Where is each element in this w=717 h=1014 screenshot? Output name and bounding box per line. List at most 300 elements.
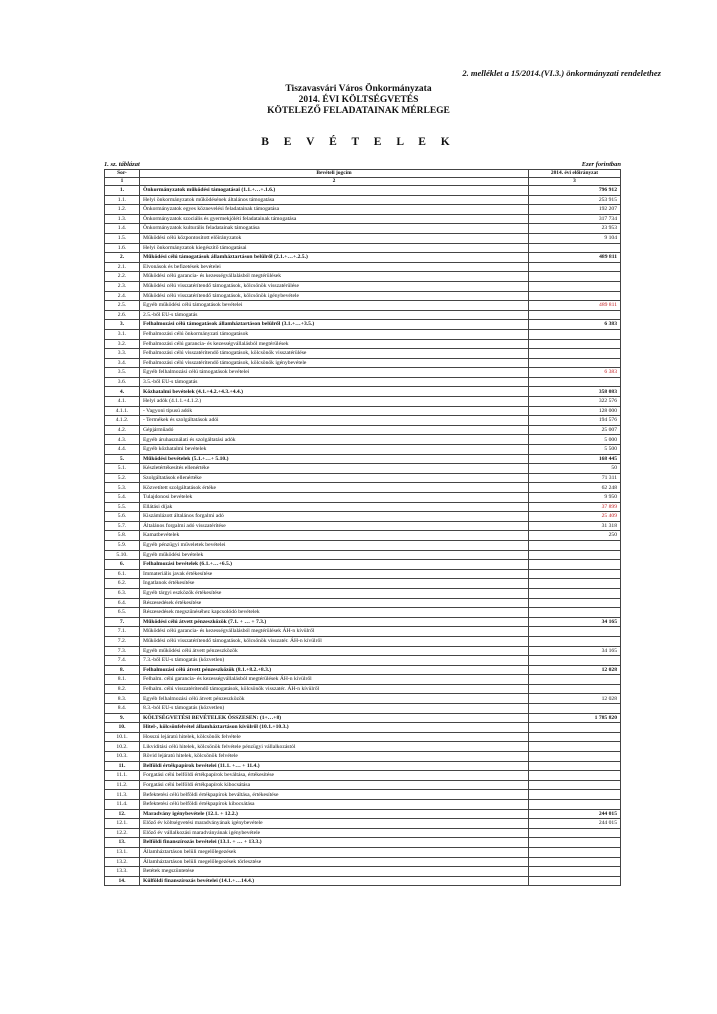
revenue-title-cell: Előző év költségvetési maradványának igénybevétele	[140, 819, 529, 829]
revenue-title-cell: Felhalmozási célú átvett pénzeszközök (8.1.+8.2.+8.3.)	[140, 665, 529, 675]
table-row	[105, 233, 621, 243]
table-row	[105, 732, 621, 742]
section-heading: B E V É T E L E K	[261, 136, 456, 148]
revenue-title-cell: Működési célú támogatások államháztartáson belülről (2.1.+…+.2.5.)	[140, 253, 529, 263]
amount-cell	[529, 329, 621, 339]
amount-cell	[529, 243, 621, 253]
row-number-cell: 10.2.	[105, 742, 140, 752]
amount-cell	[529, 838, 621, 848]
table-row	[105, 454, 621, 464]
row-number-cell: 8.2.	[105, 684, 140, 694]
table-row	[105, 301, 621, 311]
amount-cell	[529, 857, 621, 867]
row-number-cell: 3.1.	[105, 329, 140, 339]
header-revenue-title: Bevételi jogcím	[140, 170, 529, 178]
amount-cell: 244 015	[529, 809, 621, 819]
amount-cell: 6 383	[529, 368, 621, 378]
revenue-title-cell: Önkormányzatok kulturális feladatainak támogatása	[140, 224, 529, 234]
amount-cell	[529, 627, 621, 637]
amount-cell: 23 953	[529, 224, 621, 234]
amount-cell: 796 912	[529, 186, 621, 196]
revenue-title-cell: Felhalm. célú garancia- és kezességvállalásból megtérülések ÁH-n kívülről	[140, 675, 529, 685]
table-row	[105, 771, 621, 781]
table-row	[105, 742, 621, 752]
revenue-title-cell: Forgatási célú belföldi értékpapírok beváltása, értékesítése	[140, 771, 529, 781]
amount-cell: 192 207	[529, 205, 621, 215]
amount-cell	[529, 790, 621, 800]
row-number-cell: 6.2.	[105, 579, 140, 589]
revenue-title-cell: Államháztartáson belüli megelőlegezések törlesztése	[140, 857, 529, 867]
table-row	[105, 819, 621, 829]
row-number-cell: 6.3.	[105, 588, 140, 598]
title-budget-year: 2014. ÉVI KÖLTSÉGVETÉS	[298, 95, 419, 105]
table-row	[105, 214, 621, 224]
revenue-title-cell: KÖLTSÉGVETÉSI BEVÉTELEK ÖSSZESEN: (1+…+8)	[140, 713, 529, 723]
amount-cell: 12 028	[529, 694, 621, 704]
table-row	[105, 569, 621, 579]
revenue-title-cell: Szolgáltatások ellenértéke	[140, 473, 529, 483]
row-number-cell: 5.2.	[105, 473, 140, 483]
row-number-cell: 7.3.	[105, 646, 140, 656]
amount-cell: 6 383	[529, 320, 621, 330]
amount-cell: 489 811	[529, 253, 621, 263]
amount-cell	[529, 569, 621, 579]
row-number-cell: 3.5.	[105, 368, 140, 378]
revenue-title-cell: Befektetési célú belföldi értékpapírok beváltása, értékesítése	[140, 790, 529, 800]
table-row	[105, 310, 621, 320]
row-number-cell: 7.4.	[105, 656, 140, 666]
table-row	[105, 445, 621, 455]
revenue-title-cell: 2.5.-ből EU-s támogatás	[140, 310, 529, 320]
revenue-title-cell: Közhatalmi bevételek (4.1.+4.2.+4.3.+4.4.)	[140, 387, 529, 397]
revenue-table	[104, 169, 621, 886]
table-row	[105, 713, 621, 723]
amount-cell	[529, 550, 621, 560]
row-number-cell: 1.5.	[105, 233, 140, 243]
row-number-cell: 3.2.	[105, 339, 140, 349]
amount-cell	[529, 876, 621, 886]
amount-cell	[529, 598, 621, 608]
row-number-cell: 6.1.	[105, 569, 140, 579]
row-number-cell: 14.	[105, 876, 140, 886]
row-number-cell: 5.	[105, 454, 140, 464]
table-row	[105, 416, 621, 426]
amount-cell	[529, 281, 621, 291]
row-number-cell: 6.4.	[105, 598, 140, 608]
revenue-title-cell: Felhalm. célú visszatérítendő támogatások, kölcsönök visszatér. ÁH-n kívülről	[140, 684, 529, 694]
revenue-title-cell: Működési célú átvett pénzeszközök (7.1. + … + 7.3.)	[140, 617, 529, 627]
row-number-cell: 13.1.	[105, 847, 140, 857]
row-number-cell: 1.3.	[105, 214, 140, 224]
table-row	[105, 540, 621, 550]
amount-cell	[529, 723, 621, 733]
amount-cell	[529, 358, 621, 368]
table-row	[105, 617, 621, 627]
row-number-cell: 2.	[105, 253, 140, 263]
table-row	[105, 329, 621, 339]
header-row-number: Sor-	[105, 170, 140, 178]
revenue-title-cell: Belföldi finanszírozás bevételei (13.1. + … + 13.3.)	[140, 838, 529, 848]
row-number-cell: 5.9.	[105, 540, 140, 550]
table-row	[105, 358, 621, 368]
amount-cell: 34 165	[529, 617, 621, 627]
revenue-title-cell: Közvetített szolgáltatások értéke	[140, 483, 529, 493]
amount-cell	[529, 339, 621, 349]
revenue-title-cell: Kiszámlázott általános forgalmi adó	[140, 512, 529, 522]
revenue-title-cell: Helyi önkormányzatok működésének általános támogatása	[140, 195, 529, 205]
row-number-cell: 4.1.1.	[105, 406, 140, 416]
table-row	[105, 195, 621, 205]
revenue-title-cell: Likviditási célú hitelek, kölcsönök felvétele pénzügyi vállalkozástól	[140, 742, 529, 752]
row-number-cell: 4.1.2.	[105, 416, 140, 426]
row-number-cell: 10.1.	[105, 732, 140, 742]
amount-cell: 244 015	[529, 819, 621, 829]
row-number-cell: 3.6.	[105, 377, 140, 387]
table-row	[105, 473, 621, 483]
revenue-title-cell: Felhalmozási bevételek (6.1.+…+6.5.)	[140, 560, 529, 570]
row-number-cell: 5.8.	[105, 531, 140, 541]
table-row	[105, 723, 621, 733]
row-number-cell: 2.1.	[105, 262, 140, 272]
table-row	[105, 579, 621, 589]
index-col-3: 3	[529, 178, 621, 186]
amount-cell	[529, 291, 621, 301]
table-row	[105, 483, 621, 493]
table-row	[105, 464, 621, 474]
row-number-cell: 13.2.	[105, 857, 140, 867]
row-number-cell: 4.2.	[105, 425, 140, 435]
revenue-title-cell: Gépjárműadó	[140, 425, 529, 435]
table-row	[105, 790, 621, 800]
amount-cell	[529, 742, 621, 752]
revenue-title-cell: Betétek megszüntetése	[140, 867, 529, 877]
table-row	[105, 550, 621, 560]
row-number-cell: 4.1.	[105, 397, 140, 407]
table-row	[105, 560, 621, 570]
table-row	[105, 684, 621, 694]
table-row	[105, 867, 621, 877]
row-number-cell: 4.	[105, 387, 140, 397]
table-row	[105, 531, 621, 541]
revenue-title-cell: Egyéb közhatalmi bevételek	[140, 445, 529, 455]
row-number-cell: 7.	[105, 617, 140, 627]
row-number-cell: 11.2.	[105, 780, 140, 790]
table-row	[105, 838, 621, 848]
table-row	[105, 800, 621, 810]
row-number-cell: 11.3.	[105, 790, 140, 800]
revenue-title-cell: Egyéb működési bevételek	[140, 550, 529, 560]
revenue-title-cell: Helyi önkormányzatok kiegészítő támogatásai	[140, 243, 529, 253]
revenue-title-cell: 3.5.-ből EU-s támogatás	[140, 377, 529, 387]
row-number-cell: 1.6.	[105, 243, 140, 253]
table-row	[105, 262, 621, 272]
row-number-cell: 6.5.	[105, 608, 140, 618]
row-number-cell: 1.4.	[105, 224, 140, 234]
revenue-title-cell: Egyéb áruhasználati és szolgáltatási adók	[140, 435, 529, 445]
table-row	[105, 588, 621, 598]
table-row	[105, 243, 621, 253]
amount-cell	[529, 704, 621, 714]
revenue-title-cell: - Vagyoni típusú adók	[140, 406, 529, 416]
row-number-cell: 3.	[105, 320, 140, 330]
table-row	[105, 761, 621, 771]
row-number-cell: 1.2.	[105, 205, 140, 215]
row-number-cell: 8.4.	[105, 704, 140, 714]
table-row	[105, 368, 621, 378]
table-row	[105, 809, 621, 819]
revenue-title-cell: Működési célú központosított előirányzatok	[140, 233, 529, 243]
table-row	[105, 694, 621, 704]
amount-cell	[529, 761, 621, 771]
table-row	[105, 224, 621, 234]
row-number-cell: 1.	[105, 186, 140, 196]
revenue-title-cell: Ingatlanok értékesítése	[140, 579, 529, 589]
revenue-title-cell: Működési célú visszatérítendő támogatások, kölcsönök visszatérülése	[140, 281, 529, 291]
revenue-title-cell: Ellátási díjak	[140, 502, 529, 512]
table-reference: 1. sz. táblázat	[104, 161, 140, 168]
amount-cell: 9 950	[529, 493, 621, 503]
amount-cell	[529, 262, 621, 272]
row-number-cell: 3.4.	[105, 358, 140, 368]
amount-cell	[529, 656, 621, 666]
table-row	[105, 876, 621, 886]
row-number-cell: 2.3.	[105, 281, 140, 291]
amount-cell: 194 576	[529, 416, 621, 426]
amount-cell	[529, 310, 621, 320]
amount-cell: 31 318	[529, 521, 621, 531]
amount-cell: 5 500	[529, 445, 621, 455]
amount-cell: 322 576	[529, 397, 621, 407]
revenue-title-cell: Egyéb pénzügyi műveletek bevételei	[140, 540, 529, 550]
row-number-cell: 5.7.	[105, 521, 140, 531]
revenue-title-cell: Működési célú visszatérítendő támogatások, kölcsönök visszatér. ÁH-n kívülről	[140, 636, 529, 646]
amount-cell: 9 104	[529, 233, 621, 243]
table-row	[105, 857, 621, 867]
table-row	[105, 704, 621, 714]
amount-cell	[529, 540, 621, 550]
revenue-title-cell: Működési bevételek (5.1.+…+ 5.10.)	[140, 454, 529, 464]
amount-cell	[529, 560, 621, 570]
row-number-cell: 11.	[105, 761, 140, 771]
revenue-title-cell: Önkormányzatok szociális és gyermekjóléti feladatainak támogatása	[140, 214, 529, 224]
table-row	[105, 493, 621, 503]
index-col-1: 1	[105, 178, 140, 186]
table-row	[105, 406, 621, 416]
revenue-title-cell: - Termékek és szolgáltatások adói	[140, 416, 529, 426]
revenue-title-cell: Egyéb felhalmozási célú támogatások bevételei	[140, 368, 529, 378]
table-row	[105, 847, 621, 857]
table-row	[105, 646, 621, 656]
table-row	[105, 627, 621, 637]
amount-cell: 128 000	[529, 406, 621, 416]
revenue-title-cell: Részesedések értékesítése	[140, 598, 529, 608]
revenue-title-cell: Külföldi finanszírozás bevételei (14.1.+…14.4.)	[140, 876, 529, 886]
revenue-title-cell: Kamatbevételek	[140, 531, 529, 541]
amount-cell: 50	[529, 464, 621, 474]
amount-cell: 253 915	[529, 195, 621, 205]
table-body	[105, 186, 621, 886]
revenue-title-cell: Általános forgalmi adó visszatérítése	[140, 521, 529, 531]
amount-cell: 250	[529, 531, 621, 541]
amount-cell	[529, 828, 621, 838]
row-number-cell: 1.1.	[105, 195, 140, 205]
table-row	[105, 752, 621, 762]
revenue-title-cell: Működési célú visszatérítendő támogatások, kölcsönök igénybevétele	[140, 291, 529, 301]
table-row	[105, 253, 621, 263]
revenue-title-cell: Felhalmozási célú garancia- és kezességvállalásból megtérülések	[140, 339, 529, 349]
table-row	[105, 377, 621, 387]
amount-cell	[529, 867, 621, 877]
amount-cell: 71 311	[529, 473, 621, 483]
revenue-title-cell: Egyéb felhalmozási célú átvett pénzeszközök	[140, 694, 529, 704]
table-row	[105, 320, 621, 330]
revenue-title-cell: Rövid lejáratú hitelek, kölcsönök felvétele	[140, 752, 529, 762]
amount-cell	[529, 800, 621, 810]
revenue-title-cell: Egyéb működési célú támogatások bevételei	[140, 301, 529, 311]
row-number-cell: 8.3.	[105, 694, 140, 704]
title-municipality: Tiszavasvári Város Önkormányzata	[285, 84, 432, 94]
row-number-cell: 5.4.	[105, 493, 140, 503]
amount-cell	[529, 377, 621, 387]
amount-cell: 358 083	[529, 387, 621, 397]
amount-cell	[529, 675, 621, 685]
revenue-title-cell: Tulajdonosi bevételek	[140, 493, 529, 503]
revenue-title-cell: Hitel-, kölcsönfelvétel államháztartáson kívülről (10.1.+10.3.)	[140, 723, 529, 733]
revenue-title-cell: Részesedések megszűnéséhez kapcsolódó bevételek	[140, 608, 529, 618]
amount-cell	[529, 684, 621, 694]
unit-label: Ezer forintban	[581, 161, 621, 168]
row-number-cell: 10.3.	[105, 752, 140, 762]
table-row	[105, 656, 621, 666]
revenue-title-cell: Önkormányzatok működési támogatásai (1.1.+…+.1.6.)	[140, 186, 529, 196]
amount-cell: 25 409	[529, 512, 621, 522]
revenue-title-cell: Befektetési célú belföldi értékpapírok kibocsátása	[140, 800, 529, 810]
row-number-cell: 5.6.	[105, 512, 140, 522]
amount-cell: 317 734	[529, 214, 621, 224]
revenue-title-cell: Forgatási célú belföldi értékpapírok kibocsátása	[140, 780, 529, 790]
revenue-title-cell: Immateriális javak értékesítése	[140, 569, 529, 579]
row-number-cell: 12.	[105, 809, 140, 819]
amount-cell: 12 028	[529, 665, 621, 675]
revenue-title-cell: Hosszú lejáratú hitelek, kölcsönök felvétele	[140, 732, 529, 742]
amount-cell	[529, 752, 621, 762]
row-number-cell: 5.3.	[105, 483, 140, 493]
table-row	[105, 675, 621, 685]
amount-cell: 1 785 820	[529, 713, 621, 723]
row-number-cell: 10.	[105, 723, 140, 733]
row-number-cell: 11.4.	[105, 800, 140, 810]
document-titles	[0, 84, 717, 117]
amount-cell: 37 899	[529, 502, 621, 512]
revenue-title-cell: Működési célú garancia- és kezességvállalásból megtérülések ÁH-n kívülről	[140, 627, 529, 637]
amount-cell	[529, 588, 621, 598]
table-row	[105, 339, 621, 349]
row-number-cell: 9.	[105, 713, 140, 723]
table-row	[105, 425, 621, 435]
table-index-row	[105, 178, 621, 186]
row-number-cell: 2.6.	[105, 310, 140, 320]
table-header-row	[105, 170, 621, 178]
amount-cell	[529, 608, 621, 618]
amount-cell	[529, 847, 621, 857]
table-row	[105, 502, 621, 512]
table-row	[105, 349, 621, 359]
table-row	[105, 435, 621, 445]
amount-cell: 168 445	[529, 454, 621, 464]
row-number-cell: 5.1.	[105, 464, 140, 474]
row-number-cell: 4.4.	[105, 445, 140, 455]
table-row	[105, 512, 621, 522]
index-col-2: 2	[140, 178, 529, 186]
row-number-cell: 7.2.	[105, 636, 140, 646]
amount-cell	[529, 771, 621, 781]
row-number-cell: 12.1.	[105, 819, 140, 829]
amount-cell: 25 007	[529, 425, 621, 435]
amount-cell	[529, 349, 621, 359]
table-row	[105, 598, 621, 608]
amount-cell	[529, 579, 621, 589]
revenue-title-cell: Működési célú garancia- és kezességvállalásból megtérülések	[140, 272, 529, 282]
revenue-title-cell: Felhalmozási célú visszatérítendő támogatások, kölcsönök igénybevétele	[140, 358, 529, 368]
table-row	[105, 291, 621, 301]
row-number-cell: 8.1.	[105, 675, 140, 685]
row-number-cell: 2.5.	[105, 301, 140, 311]
amount-cell: 489 811	[529, 301, 621, 311]
amount-cell: 5 000	[529, 435, 621, 445]
amount-cell: 62 248	[529, 483, 621, 493]
revenue-title-cell: Maradvány igénybevétele (12.1. + 12.2.)	[140, 809, 529, 819]
table-row	[105, 665, 621, 675]
table-row	[105, 608, 621, 618]
revenue-title-cell: Egyéb tárgyi eszközök értékesítése	[140, 588, 529, 598]
revenue-title-cell: Önkormányzatok egyes köznevelési feladatainak támogatása	[140, 205, 529, 215]
amount-cell: 34 165	[529, 646, 621, 656]
table-row	[105, 272, 621, 282]
amount-cell	[529, 636, 621, 646]
revenue-title-cell: Felhalmozási célú önkormányzati támogatások	[140, 329, 529, 339]
row-number-cell: 5.5.	[105, 502, 140, 512]
revenue-title-cell: Készletértékesítés ellenértéke	[140, 464, 529, 474]
row-number-cell: 2.2.	[105, 272, 140, 282]
revenue-title-cell: Államháztartáson belüli megelőlegezések	[140, 847, 529, 857]
revenue-title-cell: 8.3.-ból EU-s támogatás (közvetlen)	[140, 704, 529, 714]
table-row	[105, 281, 621, 291]
row-number-cell: 6.	[105, 560, 140, 570]
revenue-title-cell: Felhalmozási célú visszatérítendő támogatások, kölcsönök visszatérülése	[140, 349, 529, 359]
header-appropriation: 2014. évi előirányzat	[529, 170, 621, 178]
row-number-cell: 13.	[105, 838, 140, 848]
amount-cell	[529, 780, 621, 790]
table-row	[105, 828, 621, 838]
row-number-cell: 3.3.	[105, 349, 140, 359]
table-row	[105, 397, 621, 407]
revenue-title-cell: 7.3.-ből EU-s támogatás (közvetlen)	[140, 656, 529, 666]
revenue-title-cell: Egyéb működési célú átvett pénzeszközök	[140, 646, 529, 656]
row-number-cell: 5.10.	[105, 550, 140, 560]
table-row	[105, 205, 621, 215]
table-row	[105, 521, 621, 531]
revenue-title-cell: Előző év vállalkozási maradványának igénybevétele	[140, 828, 529, 838]
revenue-title-cell: Belföldi értékpapírok bevételei (11.1. +… + 11.4.)	[140, 761, 529, 771]
title-balance: KÖTELEZŐ FELADATAINAK MÉRLEGE	[267, 106, 450, 116]
row-number-cell: 4.3.	[105, 435, 140, 445]
table-row	[105, 636, 621, 646]
amount-cell	[529, 272, 621, 282]
revenue-title-cell: Helyi adók (4.1.1.+4.1.2.)	[140, 397, 529, 407]
row-number-cell: 11.1.	[105, 771, 140, 781]
row-number-cell: 2.4.	[105, 291, 140, 301]
annex-note: 2. melléklet a 15/2014.(VI.3.) önkormányzati rendelethez	[462, 68, 661, 78]
